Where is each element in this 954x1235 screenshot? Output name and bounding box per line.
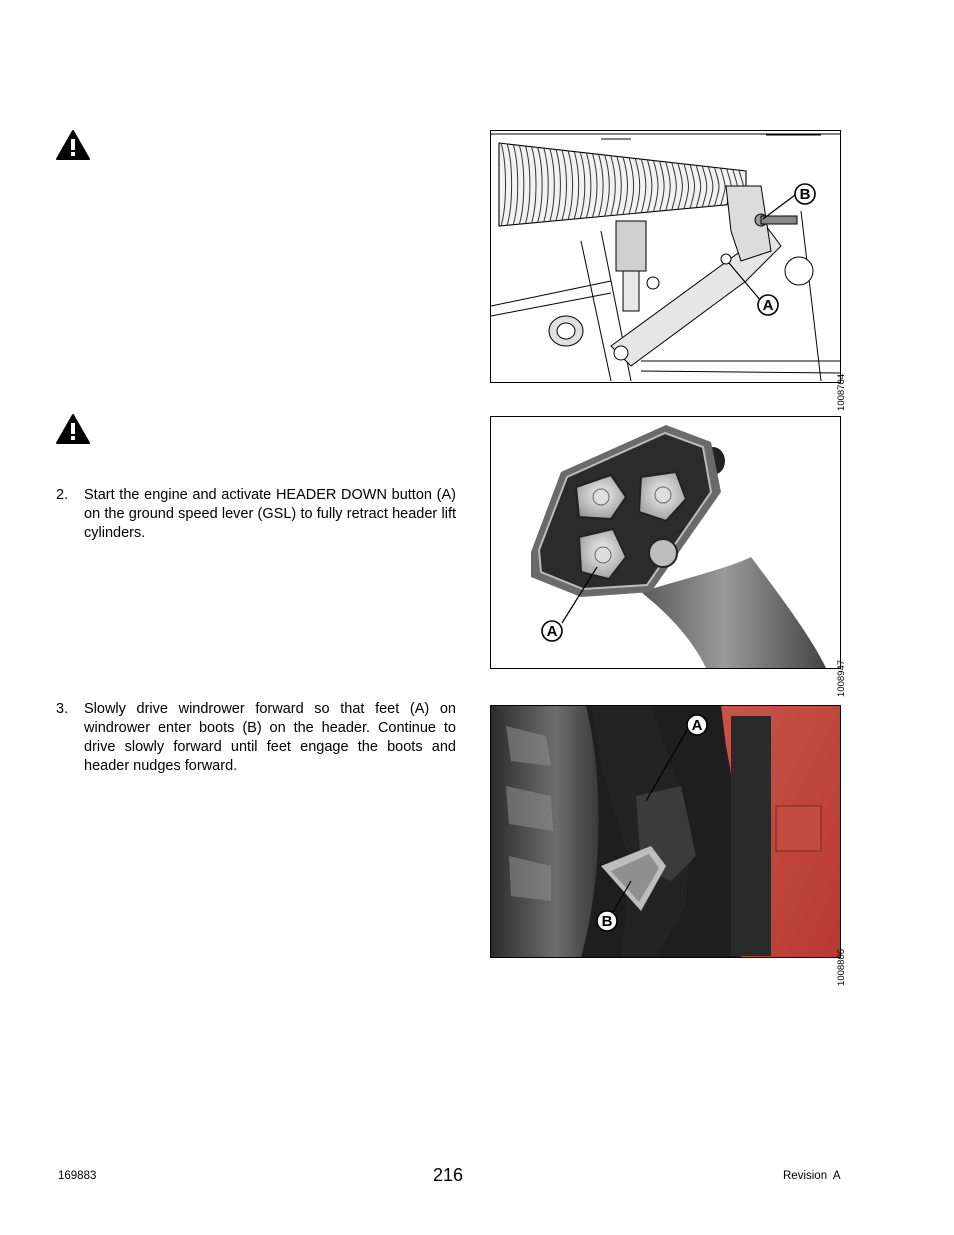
step-text: Start the engine and activate HEADER DOWN button (A) on the ground speed lever (GSL) to fully retract header lift cylinders.	[84, 487, 456, 541]
svg-text:B: B	[601, 913, 613, 930]
svg-text:A: A	[546, 623, 558, 640]
figure-id: 1008806	[836, 949, 847, 986]
warning-triangle-icon	[56, 130, 90, 160]
figure-lift-linkage	[490, 130, 847, 411]
step-number: 3.	[56, 701, 69, 717]
page-number: 216	[433, 1165, 464, 1185]
step-3	[56, 700, 456, 776]
figure-feet-boots	[490, 705, 847, 986]
feet-boots-photo	[491, 706, 840, 957]
revision-label: Revision A	[783, 1170, 841, 1182]
callout-b	[597, 911, 617, 931]
warning-triangle-icon	[56, 414, 90, 444]
step-2	[56, 486, 456, 543]
svg-text:B: B	[799, 186, 811, 203]
figure-id: 1008947	[836, 660, 847, 697]
svg-text:A: A	[691, 717, 703, 734]
linkage-illustration	[491, 131, 840, 382]
step-number: 2.	[56, 487, 69, 503]
callout-b	[795, 184, 815, 204]
svg-text:A: A	[762, 297, 774, 314]
doc-number: 169883	[58, 1170, 97, 1182]
callout-a	[542, 621, 562, 641]
callout-a	[687, 715, 707, 735]
step-text: Slowly drive windrower forward so that feet (A) on windrower enter boots (B) on the header. Continue to drive slowly forward until feet engage the boots and header nudges forward.	[84, 701, 456, 774]
callout-a	[758, 295, 778, 315]
figure-ground-speed-lever	[490, 416, 847, 697]
figure-id: 1008704	[836, 374, 847, 411]
gsl-illustration	[491, 417, 840, 668]
